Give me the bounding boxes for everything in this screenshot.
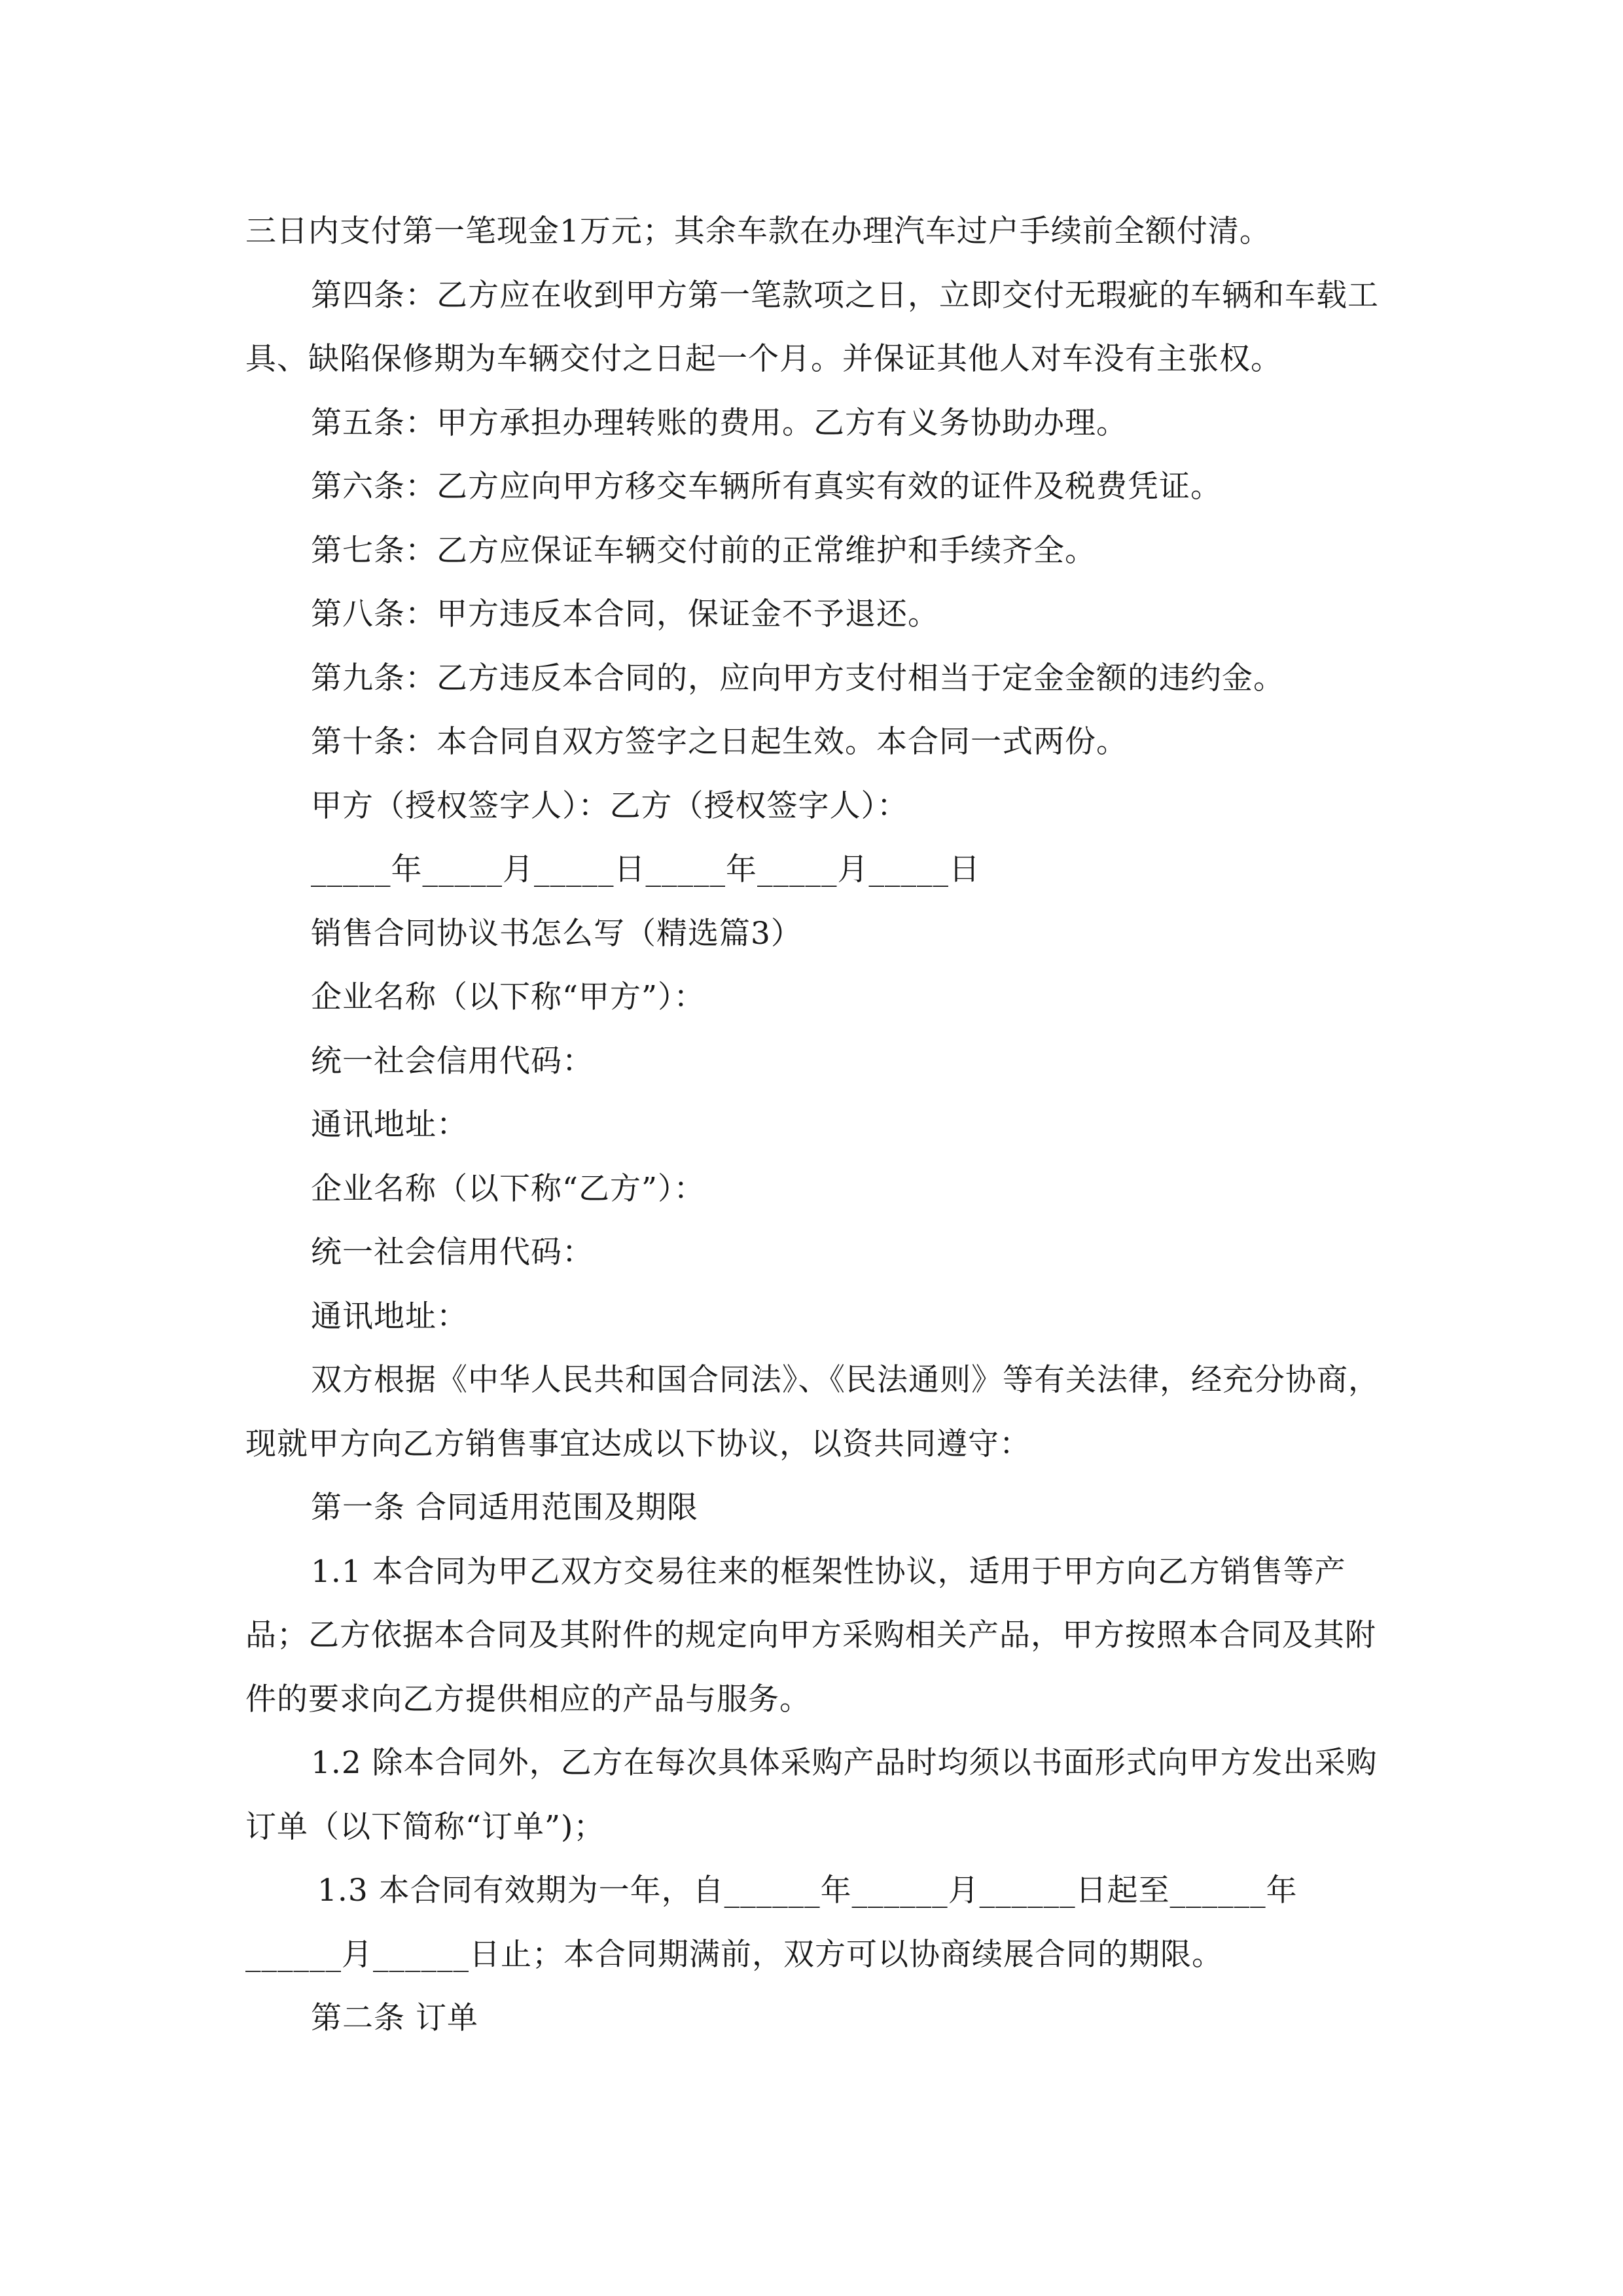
signature-date-line: _____年_____月_____日_____年_____月_____日: [311, 852, 980, 888]
clause-1-3: 1.3 本合同有效期为一年，自______年______月______日起至______年______月______日止；本合同期满前，双方可以协商续展合同的期限。: [245, 1873, 1298, 1973]
paragraph-preamble: 双方根据《中华人民共和国合同法》、《民法通则》等有关法律，经充分协商，现就甲方向乙方销售事宜达成以下协议，以资共同遵守：: [245, 1362, 1380, 1462]
paragraph-article-10: 第十条：本合同自双方签字之日起生效。本合同一式两份。: [311, 724, 1128, 760]
paragraph-article-8: 第八条：甲方违反本合同，保证金不予退还。: [311, 596, 939, 632]
paragraph-article-4: 第四条：乙方应在收到甲方第一笔款项之日，立即交付无瑕疵的车辆和车载工具、缺陷保修期为车辆交付之日起一个月。并保证其他人对车没有主张权。: [245, 277, 1379, 377]
paragraph-article-6: 第六条：乙方应向甲方移交车辆所有真实有效的证件及税费凭证。: [311, 469, 1222, 505]
paragraph-payment-terms: 三日内支付第一笔现金1万元；其余车款在办理汽车过户手续前全额付清。: [245, 213, 1271, 249]
clause-1-1: 1.1 本合同为甲乙双方交易往来的框架性协议，适用于甲方向乙方销售等产品；乙方依据本合同及其附件的规定向甲方采购相关产品，甲方按照本合同及其附件的要求向乙方提供相应的产品与服务。: [245, 1553, 1376, 1717]
paragraph-article-7: 第七条：乙方应保证车辆交付前的正常维护和手续齐全。: [311, 532, 1096, 569]
signatories-line: 甲方（授权签字人）：乙方（授权签字人）：: [311, 787, 908, 824]
party-a-name-field: 企业名称（以下称“甲方”）：: [311, 979, 705, 1015]
clause-1-2: 1.2 除本合同外，乙方在每次具体采购产品时均须以书面形式向甲方发出采购订单（以下简称“订单”)；: [245, 1745, 1378, 1845]
heading-article-1: 第一条 合同适用范围及期限: [311, 1490, 698, 1526]
paragraph-article-5: 第五条：甲方承担办理转账的费用。乙方有义务协助办理。: [311, 404, 1128, 441]
party-a-credit-code-field: 统一社会信用代码：: [311, 1043, 594, 1079]
party-b-address-field: 通讯地址：: [311, 1298, 468, 1335]
party-b-name-field: 企业名称（以下称“乙方”）：: [311, 1170, 705, 1207]
party-a-address-field: 通讯地址：: [311, 1107, 468, 1143]
paragraph-article-9: 第九条：乙方违反本合同的，应向甲方支付相当于定金金额的违约金。: [311, 660, 1285, 696]
section-title: 销售合同协议书怎么写（精选篇3）: [311, 915, 802, 952]
document-body: [245, 200, 1381, 2051]
heading-article-2: 第二条 订单: [311, 2000, 478, 2036]
party-b-credit-code-field: 统一社会信用代码：: [311, 1234, 594, 1270]
